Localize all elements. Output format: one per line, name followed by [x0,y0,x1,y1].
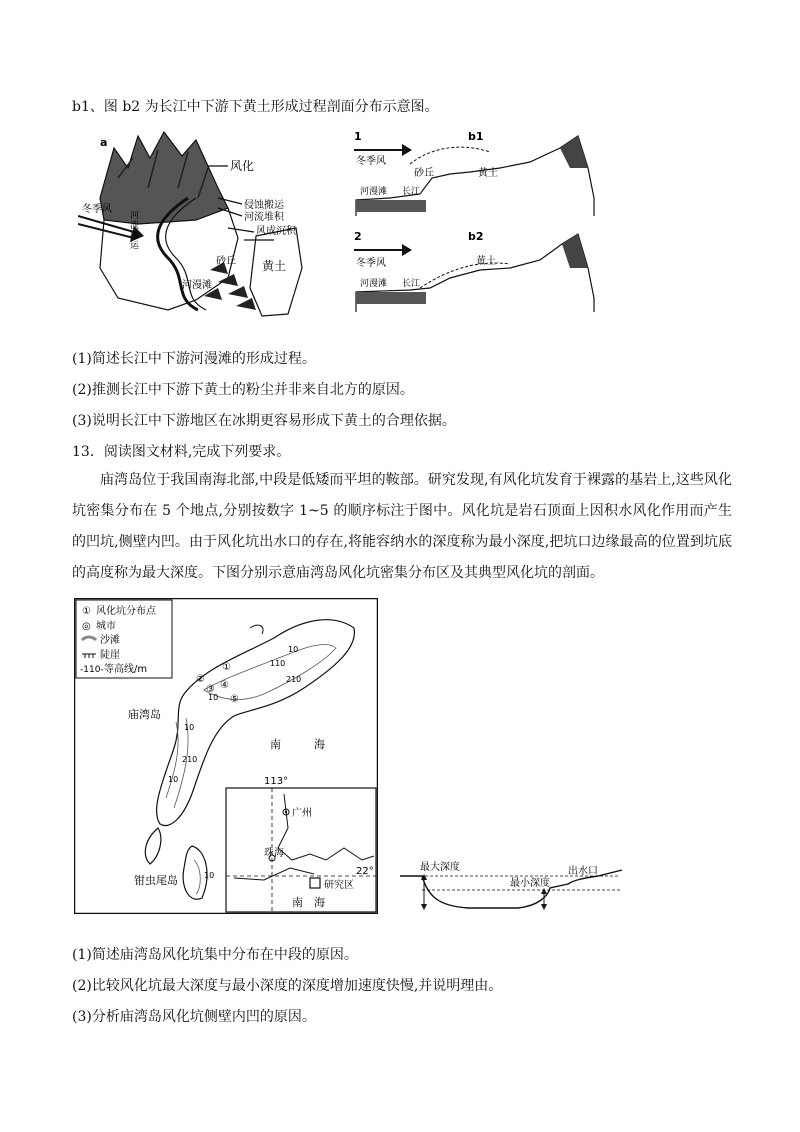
inset-study-area: 研究区 [324,880,354,891]
b1-num: 1 [354,130,362,143]
fig-a-weathering: 风化 [230,159,255,173]
q13-paragraph: 庙湾岛位于我国南海北部,中段是低矮而平坦的鞍部。研究发现,有风化坑发育于裸露的基岩上,这些风化坑密集分布在 5 个地点,分别按数字 1~5 的顺序标注于图中。风化坑是岩石顶面上因积水风化作用而产生的凹坑,侧壁内凹。由于风化坑出水口的存在,将能容纳水的深度称为最小深度,把坑口边缘最高的位置到坑底的高度称为最大深度。下图分别示意庙湾岛风化坑密集分布区及其典型风化坑的剖面。 [72,472,732,581]
sea-char-1: 南 [270,738,281,751]
fig-a-winter-wind: 冬季风 [82,204,112,215]
b1-winter-wind: 冬季风 [356,156,386,167]
b2-loess: 黄土 [476,256,496,267]
b1-floodplain: 河漫滩 [360,187,388,197]
contour-5: 10 [184,723,195,732]
pit-profile [398,856,624,918]
b2-yangtze: 长江 [402,279,421,289]
site-3: ③ [206,684,215,695]
q13-2: (2)比较风化坑最大深度与最小深度的深度增加速度快慢,并说明理由。 [72,978,503,994]
b1-title: b1 [468,130,484,143]
fig-a-river-char-3: 搬 [130,231,140,241]
b2-floodplain: 河漫滩 [360,279,388,289]
inset-lon: 113° [264,776,289,787]
b1-loess: 黄土 [478,168,498,179]
q13-heading: 13．阅读图文材料,完成下列要求。 [72,444,291,460]
legend-cliff: 陡崖 [100,650,120,661]
fig-a-river-char-2: 流 [130,221,140,231]
inset-city2: 珠海 [264,848,284,859]
legend-city: 城市 [96,621,116,632]
figure-a [78,128,338,320]
legend-symbol-city: ◎ [82,621,91,632]
figure-b [350,128,612,320]
q12-2: (2)推测长江中下游下黄土的粉尘并非来自北方的原因。 [72,382,414,398]
fig-a-river-char-1: 河 [130,211,140,221]
q13-3: (3)分析庙湾岛风化坑侧壁内凹的原因。 [72,1009,316,1025]
contour-2: 110 [270,659,286,668]
profile-min-depth: 最小深度 [510,878,550,889]
q13-1: (1)简述庙湾岛风化坑集中分布在中段的原因。 [72,947,358,963]
fig-a-loess: 黄土 [262,259,287,273]
legend-symbol-site: ① [82,606,91,617]
b1-yangtze: 长江 [402,187,421,197]
contour-8: 10 [204,871,215,880]
legend-contour: 等高线/m [104,664,148,675]
fig-a-label: a [100,136,108,149]
b2-num: 2 [354,230,362,243]
legend-beach: 沙滩 [100,635,120,646]
island2-name: 钳虫尾岛 [134,874,178,887]
q12-1: (1)简述长江中下游河漫滩的形成过程。 [72,351,316,367]
inset-sea-1: 南 [292,896,303,909]
b2-winter-wind: 冬季风 [356,258,386,269]
island-map [74,598,378,914]
profile-max-depth: 最大深度 [420,862,460,873]
contour-3: 210 [286,675,302,684]
inset-sea-2: 海 [314,896,325,909]
island-name: 庙湾岛 [128,708,161,721]
site-1: ① [222,662,231,673]
contour-1: 10 [288,645,299,654]
intro-line: b1、图 b2 为长江中下游下黄土形成过程剖面分布示意图。 [72,99,439,115]
b2-title: b2 [468,230,484,243]
contour-7: 10 [168,775,179,784]
fig-a-erosion: 侵蚀搬运 [244,200,284,211]
site-4: ④ [220,680,229,691]
contour-6: 210 [182,755,198,764]
b1-dune: 砂丘 [414,168,434,179]
fig-a-wind-deposit: 风成沉积 [256,226,296,237]
sea-char-2: 海 [314,738,325,751]
fig-a-river-char-4: 运 [130,241,140,251]
fig-a-river-deposit: 河流堆积 [244,212,284,223]
fig-a-dune: 砂丘 [216,256,236,267]
legend-symbol-contour: -110- [80,665,104,675]
site-5: ⑤ [230,694,239,705]
site-2: ② [196,674,205,685]
fig-a-floodplain: 河漫滩 [182,280,212,291]
q12-3: (3)说明长江中下游地区在冰期更容易形成下黄土的合理依据。 [72,413,456,429]
contour-4: 10 [208,693,219,702]
profile-outlet: 出水口 [568,866,598,877]
inset-lat: 22° [356,866,374,877]
legend-site: 风化坑分布点 [96,606,156,617]
inset-city1: 广州 [292,808,312,819]
